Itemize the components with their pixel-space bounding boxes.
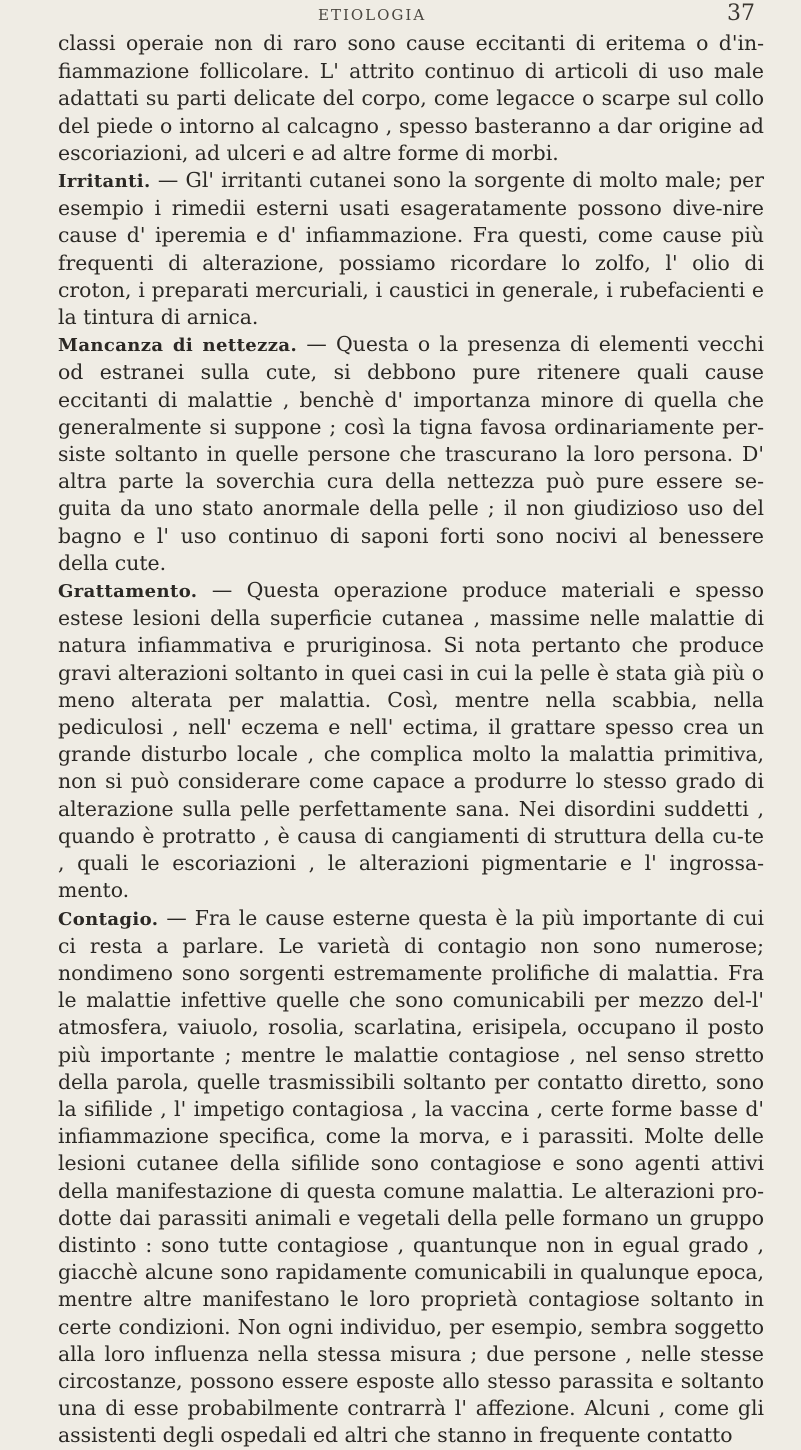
paragraph-heading: Contagio.	[58, 908, 159, 930]
body-text	[58, 30, 764, 1450]
paragraph-text: — Gl' irritanti cutanei sono la sorgente di molto male; per esempio i rimedii esterni usati esageratamente possono dive-nire cause d' iperemia e d' infiammazione. Fra questi, come cause più frequenti di alterazione, possiamo ricordare lo zolfo, l' olio di croton, i preparati mercuriali, i caustici in generale, i rubefacienti e la tintura di arnica.	[58, 168, 764, 330]
paragraph-text: — Questa operazione produce materiali e spesso estese lesioni della superficie cutanea , massime nelle malattie di natura infiammativa e pruriginosa. Si nota pertanto che produce gravi alterazioni soltanto in quei casi in cui la pelle è stata già più o meno alterata per malattia. Così, mentre nella scabbia, nella pediculosi , nell' eczema e nell' ectima, il grattare spesso crea un grande disturbo locale , che complica molto la malattia primitiva, non si può considerare come capace a produrre lo stesso grado di alterazione sulla pelle perfettamente sana. Nei disordini suddetti , quando è protratto , è causa di cangiamenti di struttura della cu-te , quali le escoriazioni , le alterazioni pigmentarie e l' ingrossa-mento.	[58, 578, 764, 903]
page-number: 37	[727, 1, 755, 26]
paragraph-heading: Grattamento.	[58, 581, 198, 603]
running-head: ETIOLOGIA	[318, 6, 427, 24]
paragraph-mancanza-di-nettezza	[58, 331, 764, 577]
paragraph-text: — Fra le cause esterne questa è la più importante di cui ci resta a parlare. Le varietà di contagio non sono numerose; nondimeno sono sorgenti estremamente prolifiche di malattia. Fra le malattie infettive quelle che sono comunicabili per mezzo del-l' atmosfera, vaiuolo, rosolia, scarlatina, erisipela, occupano il posto più importante ; mentre le malattie contagiose , nel senso stretto della parola, quelle trasmissibili soltanto per contatto diretto, sono la sifilide , l' impetigo contagiosa , la vaccina , certe forme basse d' infiammazione specifica, come la morva, e i parassiti. Molte delle lesioni cutanee della sifilide sono contagiose e sono agenti attivi della manifestazione di questa comune malattia. Le alterazioni pro-dotte dai parassiti animali e vegetali della pelle formano un gruppo distinto : sono tutte contagiose , quantunque non in egual grado , giacchè alcune sono rapidamente comunicabili in qualunque epoca, mentre altre manifestano le loro proprietà contagiose soltanto in certe condizioni. Non ogni individuo, per esempio, sembra soggetto alla loro influenza nella stessa misura ; due persone , nelle stesse circostanze, possono essere esposte allo stesso parassita e soltanto una di esse probabilmente contrarrà l' affezione. Alcuni , come gli assistenti degli ospedali ed altri che stanno in frequente contatto	[58, 905, 764, 1448]
paragraph-intro	[58, 30, 764, 167]
paragraph-text: classi operaie non di raro sono cause eccitanti di eritema o d'in-fiammazione follicolare. L' attrito continuo di articoli di uso male adattati su parti delicate del corpo, come legacce o scarpe sul collo del piede o intorno al calcagno , spesso basteranno a dar origine ad escoriazioni, ad ulceri e ad altre forme di morbi.	[58, 31, 764, 165]
paragraph-irritanti	[58, 167, 764, 331]
paragraph-heading: Mancanza di nettezza.	[58, 335, 298, 357]
paragraph-heading: Irritanti.	[58, 171, 151, 193]
paragraph-grattamento	[58, 577, 764, 904]
paragraph-text: — Questa o la presenza di elementi vecchi od estranei sulla cute, si debbono pure ritenere quali cause eccitanti di malattie , benchè d' importanza minore di quella che generalmente si suppone ; così la tigna favosa ordinariamente per-siste soltanto in quelle persone che trascurano la loro persona. D' altra parte la soverchia cura della nettezza può pure essere se-guita da uno stato anormale della pelle ; il non giudizioso uso del bagno e l' uso continuo di saponi forti sono nocivi al benessere della cute.	[58, 332, 765, 575]
paragraph-contagio	[58, 905, 764, 1450]
